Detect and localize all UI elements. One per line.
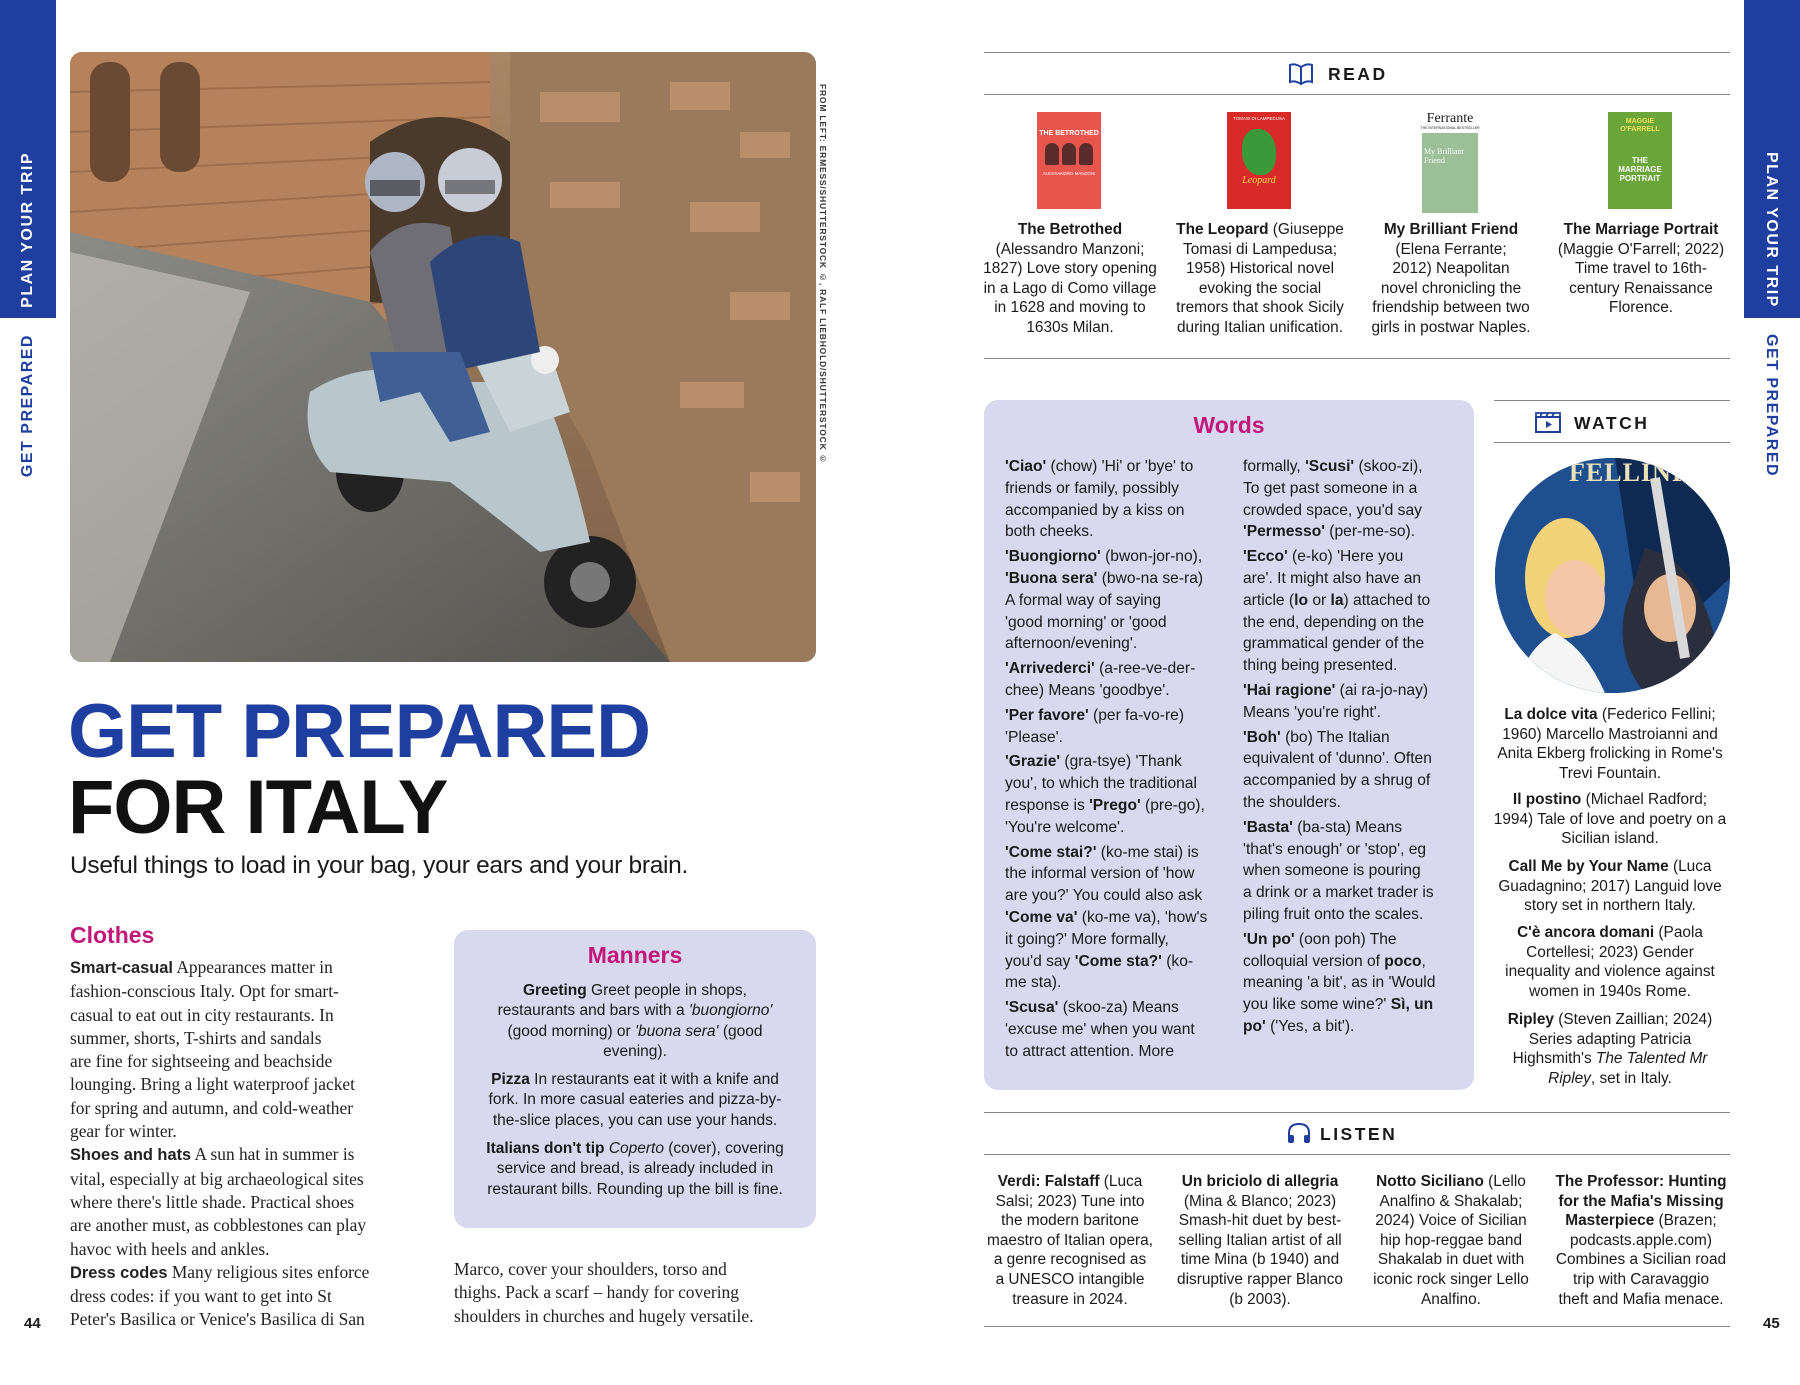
film-entry-5: Ripley (Steven Zaillian; 2024) Series adapting Patricia Highsmith's The Talented Mr Ripley, set in Italy. [1507, 1011, 1713, 1087]
hero-photo [70, 52, 816, 662]
word-entry-left-5: 'Grazie' (gra-tsye) 'Thank you', to which the traditional response is 'Prego' (pre-go), 'You're welcome'. [1005, 753, 1205, 836]
word-entry-left-3: 'Arrivederci' (a-ree-ve-der- chee) Means 'goodbye'. [1005, 660, 1196, 699]
book-betrothed: The Betrothed (Alessandro Manzoni; 1827) Love story opening in a Lago di Como village in 1628 and moving to 1630s Milan. [983, 221, 1157, 336]
book-cover-marriage-portrait: MAGGIE O'FARRELL THE MARRIAGE PORTRAIT [1608, 112, 1672, 209]
listen-top-rule [984, 1112, 1730, 1113]
watch-top-rule [1494, 400, 1730, 401]
word-entry-left-2: 'Buongiorno' (bwon-jor-no), 'Buona sera' (bwo-na se-ra) A formal way of saying 'good morning' or 'good afternoon/evening'. [1005, 548, 1204, 653]
page-number-right: 45 [1763, 1315, 1780, 1332]
listen-entry-1: Verdi: Falstaff (Luca Salsi; 2023) Tune into the modern baritone maestro of Italian opera, a genre recognised as a UNESCO intangible treasure in 2024. [987, 1173, 1153, 1308]
words-column-right [1243, 456, 1435, 1038]
poster-title: FELLINI [1569, 458, 1683, 487]
manners-greeting: Greeting Greet people in shops, restaurants and bars with a 'buongiorno' (good morning) or 'buona sera' (good evening). [497, 982, 773, 1060]
page-title-line2: FOR ITALY [68, 765, 448, 850]
listen-entry-2: Un briciolo di allegria (Mina & Blanco; 2023) Smash-hit duet by best- selling Italian artist of all time Mina (b 1940) and disruptive rapper Blanco (b 2003). [1177, 1173, 1343, 1308]
manners-pizza: Pizza In restaurants eat it with a knife and fork. In more casual eateries and pizza-by- the-slice places, you can use your hands. [488, 1071, 782, 1129]
listen-entry-3: Notto Siciliano (Lello Analfino & Shakalab; 2024) Voice of Sicilian hip hop-reggae band Shakalab in duet with iconic rock singer Lello Analfino. [1373, 1173, 1529, 1308]
film-clapper-icon [1534, 410, 1562, 439]
word-entry-left-1: 'Ciao' (chow) 'Hi' or 'bye' to friends or family, possibly accompanied by a kiss on both cheeks. [1005, 458, 1194, 541]
word-entry-left-7: 'Scusa' (skoo-za) Means 'excuse me' when you want to attract attention. More [1005, 999, 1195, 1060]
listen-bottom-rule [984, 1154, 1730, 1155]
headphones-icon [1286, 1121, 1312, 1150]
side-tab-section-label-right: PLAN YOUR TRIP [1763, 152, 1780, 308]
film-entry-4: C'è ancora domani (Paola Cortellesi; 2023) Gender inequality and violence against women in 1940s Rome. [1505, 924, 1715, 1000]
word-entry-right-4: 'Boh' (bo) The Italian equivalent of 'dunno'. Often accompanied by a shrug of the shoulders. [1243, 728, 1432, 811]
watch-heading: WATCH [1574, 413, 1650, 433]
clothes-body-continued: Marco, cover your shoulders, torso and thighs. Pack a scarf – handy for covering shoulders in churches and hugely versatile. [454, 1259, 754, 1326]
book-cover-brilliant-friend: Ferrante THE INTERNATIONAL BESTSELLER My Brilliant Friend [1418, 112, 1482, 209]
word-entry-right-1: formally, 'Scusi' (skoo-zi), To get past someone in a crowded space, you'd say 'Permesso' (per-me-so). [1243, 458, 1423, 541]
book-leopard: The Leopard (Giuseppe Tomasi di Lampedusa; 1958) Historical novel evoking the social tremors that shook Sicily during Italian unification. [1176, 221, 1344, 336]
listen-entry-4: The Professor: Hunting for the Mafia's Missing Masterpiece (Brazen; podcasts.apple.com) Combines a Sicilian road trip with Caravaggio theft and Mafia menace. [1555, 1173, 1727, 1308]
page-title [68, 689, 651, 850]
manners-box [454, 930, 816, 1228]
read-bottom-rule [984, 94, 1730, 95]
film-entry-2: Il postino (Michael Radford; 1994) Tale of love and poetry on a Sicilian island. [1493, 791, 1727, 848]
word-entry-left-6: 'Come stai?' (ko-me stai) is the informal version of 'how are you?' You could also ask 'Come va' (ko-me va), 'how's it going?' More formally, you'd say 'Come sta?' (ko- me sta). [1005, 843, 1208, 992]
page-subtitle: Useful things to load in your bag, your ears and your brain. [70, 852, 689, 879]
word-entry-right-2: 'Ecco' (e-ko) 'Here you are'. It might also have an article (lo or la) attached to the end, depending on the grammatical gender of the thing being presented. [1243, 548, 1431, 675]
clothes-shoes-label: Shoes and hats [70, 1146, 192, 1165]
words-box [984, 400, 1474, 1090]
scooter-riders-illustration [70, 52, 816, 662]
read-top-rule [984, 52, 1730, 53]
word-entry-left-4: 'Per favore' (per fa-vo-re) 'Please'. [1005, 706, 1185, 746]
clothes-smart-label: Smart-casual [70, 959, 173, 977]
book-cover-betrothed: THE BETROTHED ALESSANDRO MANZONI [1037, 112, 1101, 209]
listen-heading: LISTEN [1320, 1124, 1398, 1144]
words-column-left [1005, 456, 1207, 1063]
page-bottom-rule [984, 1326, 1730, 1327]
clothes-dress-label: Dress codes [70, 1263, 168, 1282]
manners-heading: Manners [587, 942, 683, 968]
word-entry-right-5: 'Basta' (ba-sta) Means 'that's enough' or 'stop', eg when someone is pouring a drink or a market trader is piling fruit onto the scales. [1243, 818, 1434, 923]
read-section-end-rule [984, 358, 1730, 359]
book-icon [1288, 62, 1314, 91]
words-heading: Words [1193, 412, 1265, 438]
film-entry-3: Call Me by Your Name (Luca Guadagnino; 2017) Languid love story set in northern Italy. [1498, 858, 1722, 915]
photo-credit: FROM LEFT: ERMESS/SHUTTERSTOCK ©, RALF LIEBHOLD/SHUTTERSTOCK © [818, 84, 828, 465]
book-brilliant-friend: My Brilliant Friend (Elena Ferrante; 2012) Neapolitan novel chronicling the friendship between two girls in postwar Naples. [1371, 221, 1531, 336]
la-dolce-vita-poster [1495, 458, 1730, 693]
book-cover-leopard: TOMASI DI LAMPEDUSA Leopard [1227, 112, 1291, 209]
clothes-heading: Clothes [70, 922, 155, 948]
word-entry-right-3: 'Hai ragione' (ai ra-jo-nay) Means 'you're right'. [1243, 681, 1429, 721]
watch-bottom-rule [1494, 442, 1730, 443]
clothes-body: Smart-casual Appearances matter in fashion-conscious Italy. Opt for smart- casual to eat out in city restaurants. In summer, shorts, T-shirts and sandals are fine for sightseeing and beachside lounging. Bring a light waterproof jacket for spring and autumn, and cold-weather gear for winter. Shoes and hats A sun hat in summer is vital, especially at big archaeological sites where there's little shade. Practical shoes are another must, as cobblestones can play havoc with heels and ankles. Dress codes Many religious sites enforce dress codes: if you want to get into St Peter's Basilica or Venice's Basilica di San [70, 957, 370, 1330]
book-marriage-portrait: The Marriage Portrait (Maggie O'Farrell; 2022) Time travel to 16th- century Renaissance Florence. [1557, 221, 1725, 317]
read-heading: READ [1328, 64, 1388, 84]
manners-tipping: Italians don't tip Coperto (cover), covering service and bread, is already included in restaurant bills. Rounding up the bill is fine. [486, 1140, 784, 1198]
side-tab-chapter-label: GET PREPARED [19, 334, 36, 478]
film-entry-1: La dolce vita (Federico Fellini; 1960) Marcello Mastroianni and Anita Ekberg frolicking in Rome's Trevi Fountain. [1497, 706, 1723, 782]
page-number-left: 44 [24, 1315, 41, 1332]
side-tab-chapter-label-right: GET PREPARED [1763, 334, 1780, 478]
page-title-line1: GET PREPARED [68, 689, 651, 774]
side-tab-section-label: PLAN YOUR TRIP [19, 152, 36, 308]
word-entry-right-6: 'Un po' (oon poh) The colloquial version of poco, meaning 'a bit', as in 'Would you like some wine?' Sì, un po' ('Yes, a bit'). [1243, 930, 1436, 1035]
